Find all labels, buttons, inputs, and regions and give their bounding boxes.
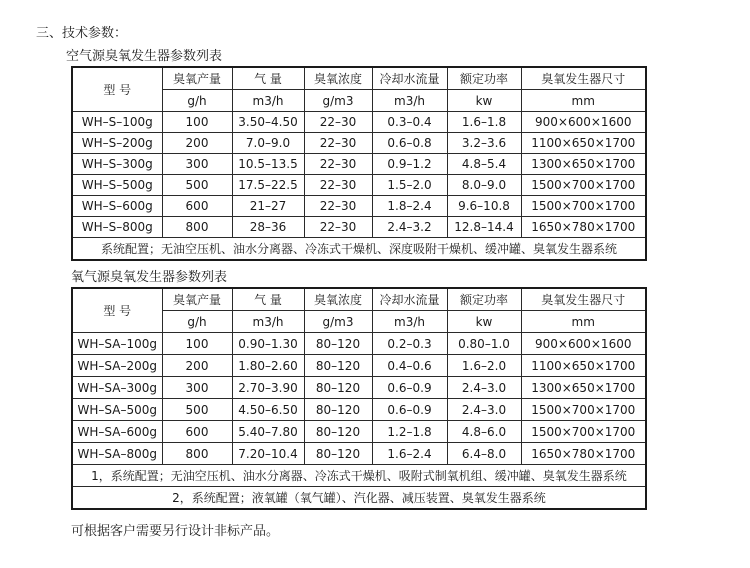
table-row	[72, 333, 646, 355]
cell-model: WH–SA–300g	[72, 377, 162, 399]
header-gas-volume: 气 量	[232, 288, 304, 311]
oxygen-table-caption: 氧气源臭氧发生器参数列表	[71, 270, 228, 285]
cell-cooling-water: 0.6–0.9	[372, 399, 447, 421]
unit-gas-volume: m3/h	[232, 311, 304, 333]
cell-model: WH–SA–100g	[72, 333, 162, 355]
header-rated-power: 额定功率	[447, 67, 521, 90]
air-table-caption: 空气源臭氧发生器参数列表	[66, 49, 223, 64]
air-source-spec-table	[71, 66, 647, 261]
table-row	[72, 133, 646, 154]
table-row	[72, 355, 646, 377]
cell-cooling-water: 1.6–2.4	[372, 443, 447, 465]
cell-cooling-water: 0.6–0.9	[372, 377, 447, 399]
cell-rated-power: 6.4–8.0	[447, 443, 521, 465]
unit-generator-size: mm	[521, 90, 646, 112]
cell-gas-volume: 10.5–13.5	[232, 154, 304, 175]
cell-model: WH–SA–600g	[72, 421, 162, 443]
unit-ozone-output: g/h	[162, 311, 232, 333]
cell-cooling-water: 0.2–0.3	[372, 333, 447, 355]
table-row	[72, 175, 646, 196]
cell-ozone-output: 800	[162, 443, 232, 465]
cell-size: 900×600×1600	[521, 112, 646, 133]
table-row	[72, 196, 646, 217]
cell-model: WH–S–100g	[72, 112, 162, 133]
header-generator-size: 臭氧发生器尺寸	[521, 288, 646, 311]
cell-concentration: 22–30	[304, 217, 372, 238]
header-cooling-water: 冷却水流量	[372, 67, 447, 90]
header-model: 型 号	[72, 67, 162, 112]
cell-size: 1100×650×1700	[521, 133, 646, 154]
cell-model: WH–S–300g	[72, 154, 162, 175]
cell-ozone-output: 800	[162, 217, 232, 238]
cell-concentration: 22–30	[304, 154, 372, 175]
cell-cooling-water: 1.5–2.0	[372, 175, 447, 196]
cell-size: 1500×700×1700	[521, 196, 646, 217]
cell-model: WH–SA–200g	[72, 355, 162, 377]
header-ozone-concentration: 臭氧浓度	[304, 67, 372, 90]
unit-rated-power: kw	[447, 311, 521, 333]
header-row	[72, 67, 646, 90]
cell-ozone-output: 300	[162, 377, 232, 399]
cell-concentration: 22–30	[304, 175, 372, 196]
header-gas-volume: 气 量	[232, 67, 304, 90]
cell-gas-volume: 5.40–7.80	[232, 421, 304, 443]
cell-gas-volume: 7.20–10.4	[232, 443, 304, 465]
cell-ozone-output: 600	[162, 421, 232, 443]
table-row	[72, 443, 646, 465]
cell-size: 1300×650×1700	[521, 377, 646, 399]
header-model: 型 号	[72, 288, 162, 333]
cell-rated-power: 1.6–2.0	[447, 355, 521, 377]
cell-rated-power: 2.4–3.0	[447, 377, 521, 399]
cell-model: WH–SA–500g	[72, 399, 162, 421]
table-row	[72, 154, 646, 175]
cell-size: 1300×650×1700	[521, 154, 646, 175]
cell-concentration: 80–120	[304, 333, 372, 355]
cell-concentration: 22–30	[304, 133, 372, 154]
cell-size: 900×600×1600	[521, 333, 646, 355]
header-cooling-water: 冷却水流量	[372, 288, 447, 311]
table-row	[72, 399, 646, 421]
cell-ozone-output: 200	[162, 355, 232, 377]
cell-gas-volume: 28–36	[232, 217, 304, 238]
table-row	[72, 377, 646, 399]
cell-concentration: 80–120	[304, 355, 372, 377]
cell-model: WH–SA–800g	[72, 443, 162, 465]
cell-model: WH–S–200g	[72, 133, 162, 154]
system-config-text: 系统配置；无油空压机、油水分离器、冷冻式干燥机、深度吸附干燥机、缓冲罐、臭氧发生器系统	[72, 238, 646, 261]
cell-cooling-water: 0.6–0.8	[372, 133, 447, 154]
cell-rated-power: 0.80–1.0	[447, 333, 521, 355]
cell-rated-power: 4.8–6.0	[447, 421, 521, 443]
table-row	[72, 217, 646, 238]
unit-generator-size: mm	[521, 311, 646, 333]
cell-rated-power: 2.4–3.0	[447, 399, 521, 421]
cell-gas-volume: 21–27	[232, 196, 304, 217]
cell-ozone-output: 200	[162, 133, 232, 154]
cell-rated-power: 9.6–10.8	[447, 196, 521, 217]
header-rated-power: 额定功率	[447, 288, 521, 311]
cell-ozone-output: 600	[162, 196, 232, 217]
unit-cooling-water: m3/h	[372, 90, 447, 112]
cell-ozone-output: 100	[162, 112, 232, 133]
cell-concentration: 22–30	[304, 112, 372, 133]
system-config-text-1: 1，系统配置；无油空压机、油水分离器、冷冻式干燥机、吸附式制氧机组、缓冲罐、臭氧发生器系统	[72, 465, 646, 487]
cell-ozone-output: 500	[162, 399, 232, 421]
cell-rated-power: 3.2–3.6	[447, 133, 521, 154]
cell-cooling-water: 0.3–0.4	[372, 112, 447, 133]
oxygen-source-spec-table	[71, 287, 647, 510]
cell-ozone-output: 300	[162, 154, 232, 175]
cell-size: 1100×650×1700	[521, 355, 646, 377]
cell-cooling-water: 0.4–0.6	[372, 355, 447, 377]
cell-size: 1650×780×1700	[521, 443, 646, 465]
cell-gas-volume: 17.5–22.5	[232, 175, 304, 196]
system-config-text-2: 2，系统配置；液氧罐（氧气罐）、汽化器、减压装置、臭氧发生器系统	[72, 487, 646, 510]
table-row	[72, 112, 646, 133]
cell-concentration: 80–120	[304, 443, 372, 465]
cell-cooling-water: 1.8–2.4	[372, 196, 447, 217]
cell-cooling-water: 0.9–1.2	[372, 154, 447, 175]
cell-concentration: 80–120	[304, 377, 372, 399]
cell-rated-power: 12.8–14.4	[447, 217, 521, 238]
cell-rated-power: 4.8–5.4	[447, 154, 521, 175]
header-ozone-concentration: 臭氧浓度	[304, 288, 372, 311]
unit-ozone-concentration: g/m3	[304, 90, 372, 112]
custom-design-note: 可根据客户需要另行设计非标产品。	[71, 524, 280, 539]
cell-concentration: 80–120	[304, 399, 372, 421]
cell-model: WH–S–600g	[72, 196, 162, 217]
config-row	[72, 465, 646, 487]
cell-rated-power: 1.6–1.8	[447, 112, 521, 133]
cell-gas-volume: 7.0–9.0	[232, 133, 304, 154]
cell-ozone-output: 100	[162, 333, 232, 355]
cell-cooling-water: 2.4–3.2	[372, 217, 447, 238]
section-heading: 三、技术参数：	[36, 26, 128, 41]
unit-cooling-water: m3/h	[372, 311, 447, 333]
cell-ozone-output: 500	[162, 175, 232, 196]
cell-concentration: 80–120	[304, 421, 372, 443]
table-row	[72, 421, 646, 443]
unit-gas-volume: m3/h	[232, 90, 304, 112]
cell-size: 1500×700×1700	[521, 421, 646, 443]
cell-model: WH–S–800g	[72, 217, 162, 238]
cell-gas-volume: 0.90–1.30	[232, 333, 304, 355]
cell-gas-volume: 1.80–2.60	[232, 355, 304, 377]
unit-ozone-output: g/h	[162, 90, 232, 112]
cell-rated-power: 8.0–9.0	[447, 175, 521, 196]
cell-size: 1500×700×1700	[521, 399, 646, 421]
config-row	[72, 238, 646, 261]
header-ozone-output: 臭氧产量	[162, 288, 232, 311]
cell-cooling-water: 1.2–1.8	[372, 421, 447, 443]
cell-model: WH–S–500g	[72, 175, 162, 196]
cell-gas-volume: 4.50–6.50	[232, 399, 304, 421]
cell-size: 1650×780×1700	[521, 217, 646, 238]
config-row	[72, 487, 646, 510]
cell-gas-volume: 3.50–4.50	[232, 112, 304, 133]
cell-concentration: 22–30	[304, 196, 372, 217]
unit-ozone-concentration: g/m3	[304, 311, 372, 333]
header-generator-size: 臭氧发生器尺寸	[521, 67, 646, 90]
header-row	[72, 288, 646, 311]
unit-rated-power: kw	[447, 90, 521, 112]
cell-size: 1500×700×1700	[521, 175, 646, 196]
header-ozone-output: 臭氧产量	[162, 67, 232, 90]
cell-gas-volume: 2.70–3.90	[232, 377, 304, 399]
